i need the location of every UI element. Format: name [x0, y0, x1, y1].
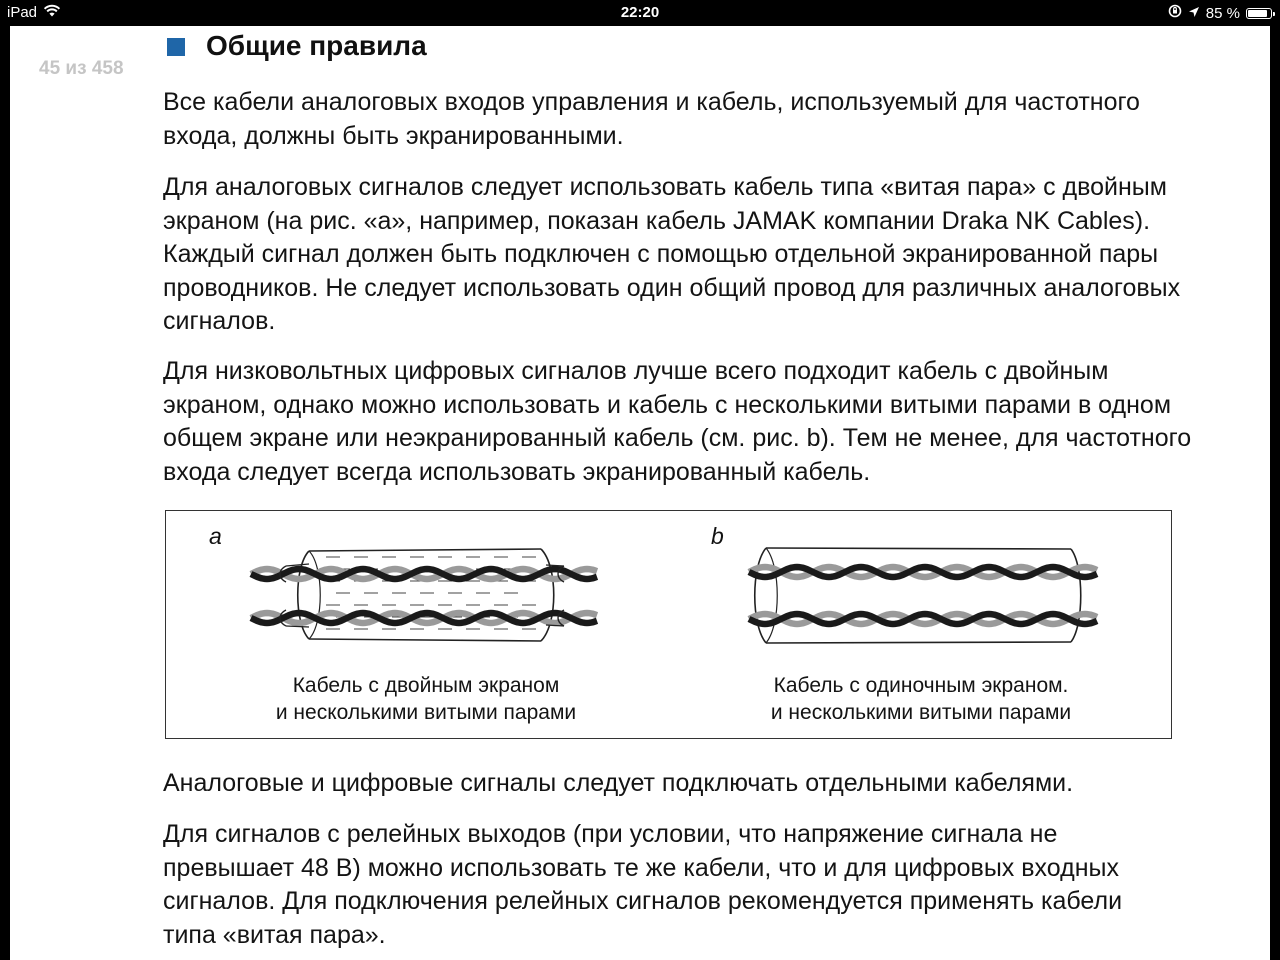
- section-title: Общие правила: [206, 30, 427, 61]
- location-icon: [1188, 5, 1200, 22]
- clock: 22:20: [620, 4, 660, 21]
- page-counter: 45 из 458: [39, 58, 124, 79]
- paragraph-1: Все кабели аналоговых входов управления и кабель, используемый для частотного входа, должны быть экранированными.: [163, 88, 1140, 150]
- twisted-pair-a1: [251, 569, 597, 579]
- battery-percent: 85 %: [1205, 4, 1240, 22]
- caption-a-line1: Кабель с двойным экраном: [292, 674, 560, 697]
- battery-icon: [1246, 8, 1272, 19]
- paragraph-3: Для низковольтных цифровых сигналов лучше всего подходит кабель с двойным экраном, однако можно использовать и кабель с несколькими витыми парами в одном общем экране или неэкранированный кабель (см. рис. b). Тем не менее, для частотного входа следует всегда использовать экранированный кабель.: [163, 357, 1192, 486]
- twisted-pair-a2: [251, 613, 597, 623]
- twisted-pair-b2: [749, 614, 1097, 624]
- double-shield-cable-drawing: [251, 549, 597, 641]
- single-shield-cable-drawing: [749, 548, 1097, 643]
- status-bar: [0, 0, 1280, 26]
- orientation-lock-icon: [1168, 4, 1182, 22]
- paragraph-2: Для аналоговых сигналов следует использовать кабель типа «витая пара» с двойным экраном (на рис. «а», например, показан кабель JAMAK компании Draka NK Cables). Каждый сигнал должен быть подключен с помощью отдельной экранированной пары проводников. Не следует использовать один общий провод для различных аналоговых сигналов.: [163, 173, 1181, 335]
- caption-b-line1: Кабель с одиночным экраном.: [773, 674, 1069, 697]
- figure-label-a: a: [209, 523, 222, 549]
- caption-b-line2: и несколькими витыми парами: [770, 701, 1072, 724]
- cable-figure: [165, 510, 1172, 739]
- figure-label-b: b: [711, 523, 724, 549]
- paragraph-5: Для сигналов с релейных выходов (при условии, что напряжение сигнала не превышает 48 В) можно использовать те же кабели, что и для цифровых входных сигналов. Для подключения релейных сигналов рекомендуется применять кабели типа «витая пара».: [163, 820, 1123, 949]
- caption-a: [226, 672, 626, 726]
- section-bullet-icon: [167, 38, 185, 56]
- single-shield: [755, 548, 1081, 643]
- caption-b: [721, 672, 1121, 726]
- outer-shield: [298, 549, 554, 641]
- twisted-pair-b1: [749, 567, 1097, 577]
- device-label: iPad: [7, 4, 38, 21]
- caption-a-line2: и несколькими витыми парами: [275, 701, 577, 724]
- paragraph-4: Аналоговые и цифровые сигналы следует подключать отдельными кабелями.: [163, 769, 1074, 797]
- document-page[interactable]: [10, 26, 1270, 960]
